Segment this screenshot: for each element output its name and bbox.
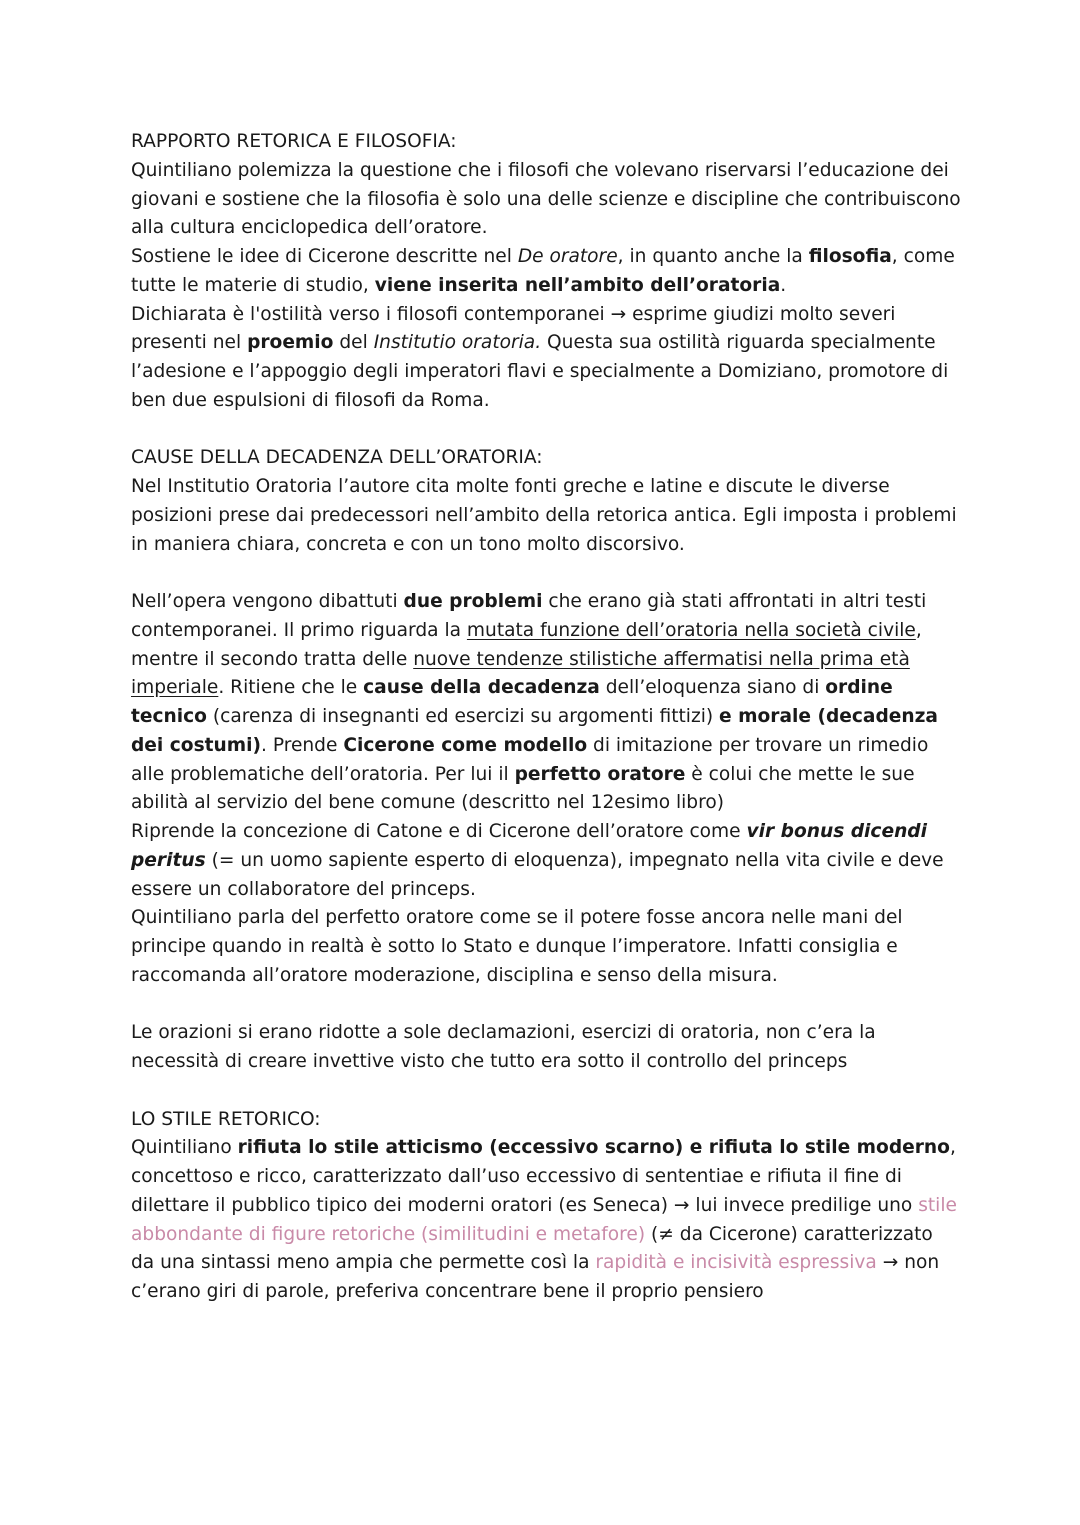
section-title-rapporto: RAPPORTO RETORICA E FILOSOFIA: [131, 131, 457, 152]
spacer [131, 1077, 961, 1106]
paragraph-cause-1: Nel Institutio Oratoria l’autore cita molte fonti greche e latine e discute le diverse posizioni prese dai predecessori nell’ambito della retorica antica. Egli imposta i problemi in maniera chiara, concreta e con un tono molto discorsivo. [131, 476, 957, 555]
paragraph-rapporto-3: Dichiarata è l'ostilità verso i filosofi contemporanei → esprime giudizi molto severi presenti nel proemio del Institutio oratoria. Questa sua ostilità riguarda specialmente l’adesione e l’appoggio degli imperatori flavi e specialmente a Domiziano, promotore di ben due espulsioni di filosofi da Roma. [131, 303, 949, 411]
section-title-stile: LO STILE RETORICO: [131, 1108, 321, 1130]
paragraph-cause-5: Le orazioni si erano ridotte a sole declamazioni, esercizi di oratoria, non c’era la necessità di creare invettive visto che tutto era sotto il controllo del princeps [131, 1022, 876, 1072]
paragraph-cause-2: Nell’opera vengono dibattuti due problemi che erano già stati affrontati in altri testi contemporanei. Il primo riguarda la mutata funzione dell’oratoria nella società civile, mentre il secondo tratta delle nuove tendenze stilistiche affermatisi nella prima età imperiale. Ritiene che le cause della decadenza dell’eloquenza siano di ordine tecnico (carenza di insegnanti ed esercizi su argomenti fittizi) e morale (decadenza dei costumi). Prende Cicerone come modello di imitazione per trovare un rimedio alle problematiche dell’oratoria. Per lui il perfetto oratore è colui che mette le sue abilità al servizio del bene comune (descritto nel 12esimo libro) [131, 591, 938, 814]
spacer [131, 991, 961, 1020]
spacer [131, 416, 961, 445]
section-title-cause: CAUSE DELLA DECADENZA DELL’ORATORIA: [131, 447, 543, 469]
document-body [131, 128, 961, 1307]
paragraph-cause-3: Riprende la concezione di Catone e di Cicerone dell’oratore come vir bonus dicendi peritus (= un uomo sapiente esperto di eloquenza), impegnato nella vita civile e deve essere un collaboratore del princeps. [131, 821, 944, 900]
paragraph-stile-1: Quintiliano rifiuta lo stile atticismo (eccessivo scarno) e rifiuta lo stile moderno, concettoso e ricco, caratterizzato dall’uso eccessivo di sententiae e rifiuta il fine di dilettare il pubblico tipico dei moderni oratori (es Seneca) → lui invece predilige uno stile abbondante di figure retoriche (similitudini e metafore) (≠ da Cicerone) caratterizzato da una sintassi meno ampia che permette così la rapidità e incisività espressiva → non c’erano giri di parole, preferiva concentrare bene il proprio pensiero [131, 1137, 957, 1302]
paragraph-cause-4: Quintiliano parla del perfetto oratore come se il potere fosse ancora nelle mani del principe quando in realtà è sotto lo Stato e dunque l’imperatore. Infatti consiglia e raccomanda all’oratore moderazione, disciplina e senso della misura. [131, 907, 903, 986]
paragraph-rapporto-2: Sostiene le idee di Cicerone descritte nel De oratore, in quanto anche la filosofia, come tutte le materie di studio, viene inserita nell’ambito dell’oratoria. [131, 246, 955, 296]
paragraph-rapporto-1: Quintiliano polemizza la questione che i filosofi che volevano riservarsi l’educazione dei giovani e sostiene che la filosofia è solo una delle scienze e discipline che contribuiscono alla cultura enciclopedica dell’oratore. [131, 159, 961, 239]
spacer [131, 559, 961, 588]
